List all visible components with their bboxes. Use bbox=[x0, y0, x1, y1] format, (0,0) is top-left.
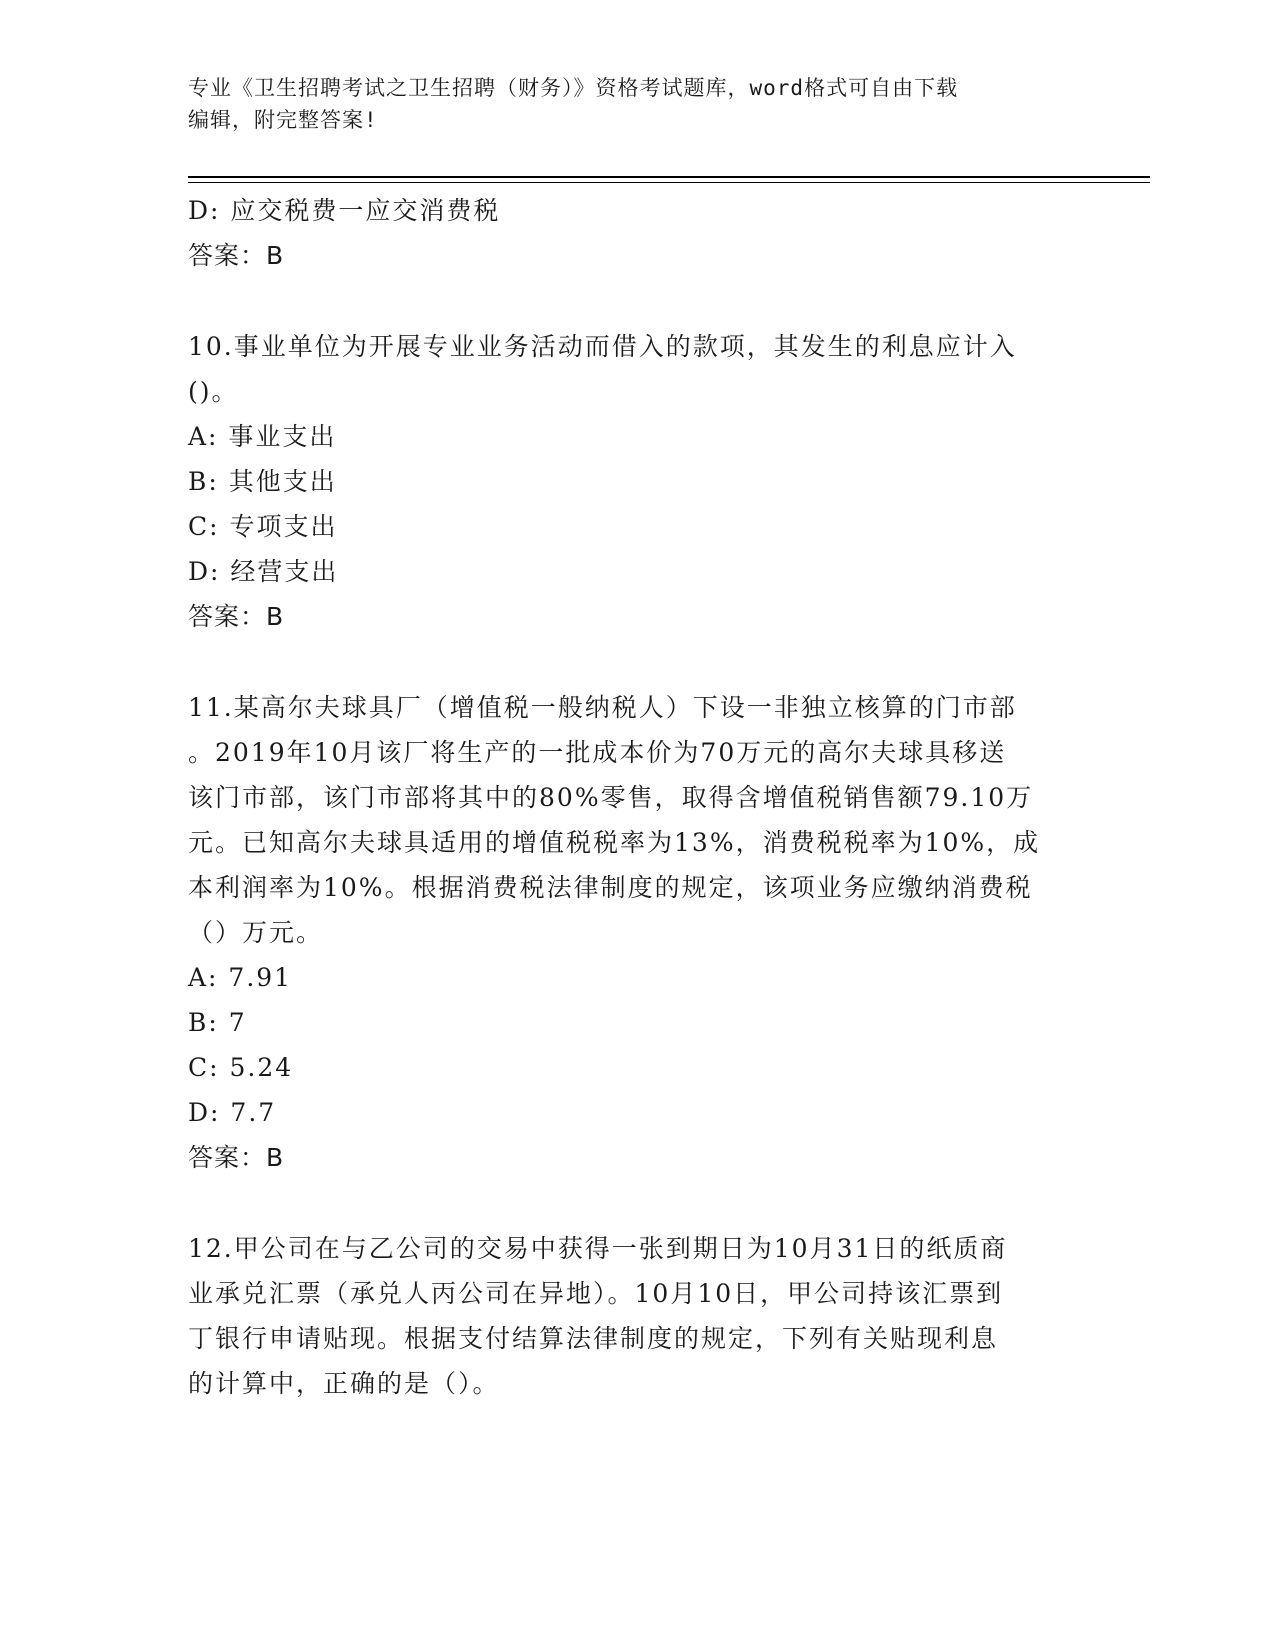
question-text: （）万元。 bbox=[188, 918, 324, 947]
answer-line: 答案：B bbox=[188, 241, 285, 270]
option-d: D: 经营支出 bbox=[188, 557, 339, 586]
header-divider bbox=[188, 176, 1150, 178]
header-divider-thin bbox=[188, 182, 1150, 183]
question-text: 本利润率为10%。根据消费税法律制度的规定，该项业务应缴纳消费税 bbox=[188, 873, 1033, 902]
question-text: 该门市部，该门市部将其中的80%零售，取得含增值税销售额79.10万 bbox=[188, 783, 1034, 812]
question-10 bbox=[188, 324, 1088, 639]
question-12 bbox=[188, 1226, 1088, 1406]
question-text: 丁银行申请贴现。根据支付结算法律制度的规定，下列有关贴现利息 bbox=[188, 1324, 999, 1353]
option-d: D: 应交税费一应交消费税 bbox=[188, 196, 501, 225]
option-a: A: 7.91 bbox=[188, 963, 293, 992]
option-b: B: 7 bbox=[188, 1008, 247, 1037]
answer-line: 答案：B bbox=[188, 602, 285, 631]
header-line: 编辑，附完整答案! bbox=[188, 108, 378, 132]
question-text: 11.某高尔夫球具厂（增值税一般纳税人）下设一非独立核算的门市部 bbox=[188, 693, 1017, 722]
question-text: 元。已知高尔夫球具适用的增值税税率为13%，消费税税率为10%，成 bbox=[188, 828, 1041, 857]
option-c: C: 专项支出 bbox=[188, 512, 338, 541]
question-text: 业承兑汇票（承兑人丙公司在异地）。10月10日，甲公司持该汇票到 bbox=[188, 1279, 1004, 1308]
option-b: B: 其他支出 bbox=[188, 467, 337, 496]
page-header bbox=[188, 72, 1068, 136]
question-11 bbox=[188, 685, 1088, 1180]
option-d: D: 7.7 bbox=[188, 1098, 277, 1127]
question-text: 。2019年10月该厂将生产的一批成本价为70万元的高尔夫球具移送 bbox=[188, 738, 1007, 767]
option-c: C: 5.24 bbox=[188, 1053, 294, 1082]
question-text: 10.事业单位为开展专业业务活动而借入的款项，其发生的利息应计入 bbox=[188, 332, 1017, 361]
question-text: 的计算中，正确的是（）。 bbox=[188, 1369, 500, 1398]
question-content bbox=[188, 188, 1088, 1406]
question-text: 12.甲公司在与乙公司的交易中获得一张到期日为10月31日的纸质商 bbox=[188, 1234, 1008, 1263]
answer-line: 答案：B bbox=[188, 1143, 285, 1172]
option-a: A: 事业支出 bbox=[188, 422, 337, 451]
header-line: 专业《卫生招聘考试之卫生招聘（财务）》资格考试题库，word格式可自由下载 bbox=[188, 76, 959, 100]
question-text: ()。 bbox=[188, 377, 239, 406]
